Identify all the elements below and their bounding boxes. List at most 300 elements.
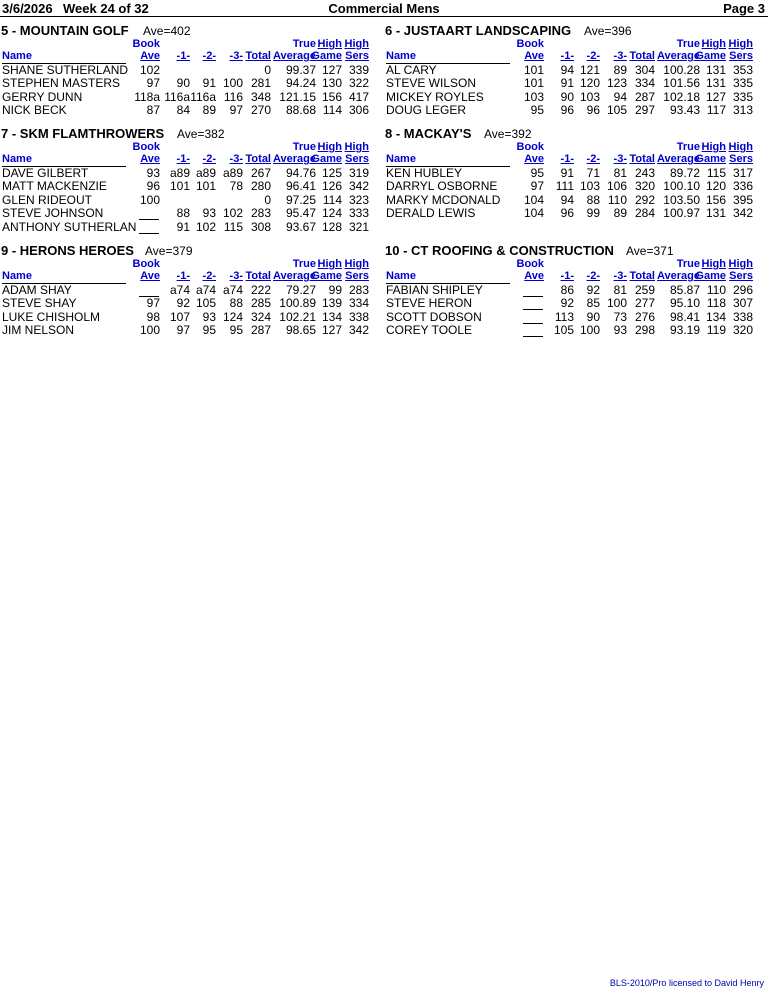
bowler-g3: 106 (606, 179, 627, 194)
bowler-total: 334 (634, 76, 655, 91)
bowler-g3: 88 (229, 296, 243, 311)
book-average-blank (139, 233, 159, 234)
bowler-g1: a74 (169, 283, 190, 297)
bowler-hg: 114 (322, 103, 342, 118)
col-true-label: True (292, 258, 316, 270)
bowler-hs: 353 (732, 63, 753, 77)
bowler-hs: 395 (732, 192, 753, 207)
bowler-total: 259 (634, 283, 655, 297)
col-total-label: Total (629, 50, 655, 62)
col-game-label: Game (311, 50, 342, 62)
bowler-avg: 94.24 (285, 76, 316, 91)
bowler-g3: 115 (223, 219, 243, 234)
bowler-total: 0 (264, 63, 271, 77)
bowler-book: 95 (530, 166, 544, 180)
bowler-hg: 139 (321, 296, 342, 311)
col-true-label: True (292, 38, 316, 50)
col-average-label: Average (272, 270, 316, 282)
bowler-g2: 90 (586, 309, 600, 324)
team-block (384, 243, 758, 353)
bowler-g1: a89 (169, 166, 190, 180)
league-name: Commercial Mens (328, 1, 440, 16)
col-name-label: Name (2, 50, 32, 62)
col-book-label: Book (132, 38, 160, 50)
bowler-g1: 96 (560, 206, 574, 221)
bowler-total: 285 (250, 296, 271, 311)
bowler-name: STEVE JOHNSON (2, 206, 104, 221)
bowler-hg: 134 (705, 309, 726, 324)
bowler-hg: 127 (321, 323, 342, 338)
bowler-total: 287 (250, 323, 271, 338)
bowler-g3: 97 (229, 103, 243, 118)
col-game3-label: -3- (229, 153, 243, 165)
report-week: Week 24 of 32 (63, 1, 149, 16)
col-series-label: Sers (729, 270, 753, 282)
col-series-label: Sers (729, 50, 753, 62)
bowler-g3: 81 (613, 166, 627, 180)
bowler-book: 93 (146, 166, 160, 180)
bowler-hs: 333 (348, 206, 369, 221)
book-average-blank (139, 219, 159, 220)
col-ave-label: Ave (524, 153, 544, 165)
bowler-name: GERRY DUNN (2, 89, 83, 104)
book-average-blank (523, 296, 543, 297)
bowler-g3: 105 (606, 103, 627, 118)
bowler-total: 297 (634, 103, 655, 118)
bowler-name: STEPHEN MASTERS (2, 76, 121, 91)
bowler-g2: 96 (586, 103, 600, 118)
col-game3-label: -3- (229, 270, 243, 282)
bowler-hs: 317 (732, 166, 753, 180)
bowler-total: 284 (634, 206, 655, 221)
col-total-label: Total (245, 270, 271, 282)
team-block (0, 23, 374, 133)
bowler-book: 87 (146, 103, 160, 118)
bowler-g2: 120 (579, 76, 600, 91)
bowler-g1: 90 (176, 76, 190, 91)
bowler-hg: 110 (706, 283, 726, 297)
bowler-avg: 88.68 (285, 103, 316, 118)
bowler-g2: a74 (195, 283, 216, 297)
bowler-name: GLEN RIDEOUT (2, 192, 93, 207)
bowler-hs: 335 (732, 89, 753, 104)
col-game3-label: -3- (613, 50, 627, 62)
bowler-hs: 313 (732, 103, 753, 118)
col-average-label: Average (656, 270, 700, 282)
book-average-blank (523, 323, 543, 324)
col-total-label: Total (245, 50, 271, 62)
bowler-hs: 321 (348, 219, 369, 234)
bowler-g2: 100 (579, 323, 600, 338)
bowler-name: MARKY MCDONALD (386, 192, 501, 207)
col-high-series-label: High (344, 38, 369, 50)
col-ave-label: Ave (140, 270, 160, 282)
bowler-hs: 334 (348, 296, 369, 311)
bowler-name: COREY TOOLE (386, 323, 473, 338)
bowler-hs: 336 (732, 179, 753, 194)
bowler-g2: 71 (586, 166, 600, 180)
team-average: Ave=396 (584, 24, 632, 38)
col-game-label: Game (695, 50, 726, 62)
bowler-name: KEN HUBLEY (386, 166, 463, 180)
team-title: 10 - CT ROOFING & CONSTRUCTION (385, 243, 614, 258)
bowler-hg: 130 (321, 76, 342, 91)
bowler-total: 304 (634, 63, 655, 77)
page-number: Page 3 (723, 1, 765, 16)
bowler-g1: 88 (176, 206, 190, 221)
bowler-total: 267 (250, 166, 271, 180)
bowler-hs: 322 (348, 76, 369, 91)
bowler-g3: a74 (222, 283, 243, 297)
bowler-total: 283 (250, 206, 271, 221)
bowler-g3: 95 (229, 323, 243, 338)
bowler-avg: 95.10 (669, 296, 700, 311)
bowler-hs: 306 (348, 103, 369, 118)
bowler-total: 277 (634, 296, 655, 311)
bowler-g1: 94 (560, 63, 574, 77)
bowler-hs: 417 (348, 89, 369, 104)
col-true-label: True (676, 38, 700, 50)
bowler-total: 281 (250, 76, 271, 91)
col-series-label: Sers (729, 153, 753, 165)
bowler-g1: 116a (164, 89, 190, 104)
bowler-book: 100 (139, 192, 160, 207)
col-ave-label: Ave (140, 50, 160, 62)
bowler-book: 101 (523, 63, 544, 77)
col-high-game-label: High (701, 258, 726, 270)
col-game1-label: -1- (560, 153, 574, 165)
bowler-total: 320 (634, 179, 655, 194)
bowler-hs: 342 (732, 206, 753, 221)
bowler-g2: 116a (190, 89, 216, 104)
bowler-hg: 99 (328, 283, 342, 297)
bowler-book: 96 (146, 179, 160, 194)
bowler-g1: 105 (553, 323, 574, 338)
col-game2-label: -2- (586, 50, 600, 62)
bowler-avg: 93.43 (669, 103, 700, 118)
col-game3-label: -3- (613, 270, 627, 282)
bowler-hs: 342 (348, 179, 369, 194)
bowler-hg: 131 (705, 76, 726, 91)
bowler-avg: 79.27 (285, 283, 316, 297)
bowler-g1: 96 (560, 103, 574, 118)
bowler-hg: 125 (321, 166, 342, 180)
bowler-name: MATT MACKENZIE (2, 179, 107, 194)
col-name-label: Name (2, 270, 32, 282)
bowler-g1: 92 (176, 296, 190, 311)
col-total-label: Total (629, 153, 655, 165)
bowler-name: DAVE GILBERT (2, 166, 89, 180)
bowler-hg: 124 (321, 206, 342, 221)
bowler-g3: 124 (222, 309, 243, 324)
bowler-g3: 94 (613, 89, 627, 104)
team-title: 9 - HERONS HEROES (1, 243, 134, 258)
page-header (0, 0, 768, 17)
col-book-label: Book (132, 258, 160, 270)
bowler-name: DARRYL OSBORNE (386, 179, 498, 194)
license-footer: BLS-2010/Pro licensed to David Henry (609, 978, 764, 988)
bowler-g2: 92 (586, 283, 600, 297)
bowler-g1: 91 (560, 166, 574, 180)
team-average: Ave=379 (145, 244, 193, 258)
team-block (0, 243, 374, 353)
team-title: 7 - SKM FLAMTHROWERS (1, 126, 165, 141)
bowler-g3: 110 (607, 192, 627, 207)
bowler-g1: 91 (560, 76, 574, 91)
bowler-avg: 95.47 (285, 206, 316, 221)
col-game1-label: -1- (176, 270, 190, 282)
col-game1-label: -1- (560, 50, 574, 62)
col-game-label: Game (695, 153, 726, 165)
bowler-hg: 127 (321, 63, 342, 77)
bowler-avg: 121.15 (279, 89, 316, 104)
col-true-label: True (676, 258, 700, 270)
bowler-book: 101 (523, 76, 544, 91)
bowler-book: 104 (523, 206, 544, 221)
col-name-label: Name (386, 50, 416, 62)
bowler-g2: 105 (195, 296, 216, 311)
col-high-series-label: High (728, 258, 753, 270)
bowler-name: STEVE HERON (386, 296, 473, 311)
bowler-total: 270 (250, 103, 271, 118)
bowler-book: 103 (523, 89, 544, 104)
bowler-g1: 111 (555, 179, 574, 194)
bowler-g1: 84 (176, 103, 190, 118)
bowler-avg: 99.37 (285, 63, 316, 77)
bowler-g2: 89 (202, 103, 216, 118)
bowler-g1: 92 (560, 296, 574, 311)
book-average-blank (523, 309, 543, 310)
col-name-label: Name (386, 153, 416, 165)
bowler-hs: 338 (348, 309, 369, 324)
bowler-name: DERALD LEWIS (386, 206, 476, 221)
col-game3-label: -3- (613, 153, 627, 165)
bowler-total: 222 (250, 283, 271, 297)
team-average: Ave=402 (143, 24, 191, 38)
col-average-label: Average (656, 50, 700, 62)
bowler-name: LUKE CHISHOLM (2, 309, 101, 324)
bowler-hg: 127 (705, 89, 726, 104)
bowler-avg: 94.76 (285, 166, 316, 180)
bowler-hs: 320 (732, 323, 753, 338)
team-block (0, 126, 374, 236)
col-ave-label: Ave (140, 153, 160, 165)
bowler-hg: 120 (705, 179, 726, 194)
bowler-name: STEVE WILSON (386, 76, 477, 91)
bowler-hg: 119 (706, 323, 726, 338)
bowler-g2: 95 (202, 323, 216, 338)
team-average: Ave=371 (626, 244, 674, 258)
bowler-book: 118a (134, 89, 160, 104)
team-title: 5 - MOUNTAIN GOLF (1, 23, 129, 38)
bowler-hs: 335 (732, 76, 753, 91)
bowler-g3: 93 (613, 323, 627, 338)
col-game-label: Game (311, 153, 342, 165)
bowler-book: 100 (139, 323, 160, 338)
bowler-g3: 89 (613, 63, 627, 77)
bowler-g2: 101 (195, 179, 216, 194)
bowler-g2: 93 (202, 309, 216, 324)
bowler-g1: 97 (176, 323, 190, 338)
bowler-total: 287 (634, 89, 655, 104)
col-high-game-label: High (317, 141, 342, 153)
bowler-name: SHANE SUTHERLAND (2, 63, 129, 77)
bowler-hg: 156 (321, 89, 342, 104)
bowler-g3: 100 (222, 76, 243, 91)
col-book-label: Book (516, 258, 544, 270)
bowler-book: 97 (146, 296, 160, 311)
bowler-avg: 102.18 (663, 89, 700, 104)
bowler-g1: 101 (169, 179, 190, 194)
bowler-book: 95 (530, 103, 544, 118)
bowler-book: 104 (523, 192, 544, 207)
col-game-label: Game (695, 270, 726, 282)
bowler-hg: 134 (321, 309, 342, 324)
col-high-series-label: High (728, 141, 753, 153)
bowler-avg: 85.87 (669, 283, 700, 297)
bowler-g2: 93 (202, 206, 216, 221)
col-series-label: Sers (345, 153, 369, 165)
bowler-avg: 89.72 (669, 166, 700, 180)
bowler-hg: 114 (322, 192, 342, 207)
col-game1-label: -1- (176, 50, 190, 62)
bowler-name: FABIAN SHIPLEY (386, 283, 483, 297)
bowler-avg: 103.50 (663, 192, 700, 207)
bowler-name: DOUG LEGER (386, 103, 467, 118)
bowler-hs: 296 (732, 283, 753, 297)
bowler-g3: 123 (606, 76, 627, 91)
bowler-g1: 94 (560, 192, 574, 207)
bowler-g3: a89 (222, 166, 243, 180)
bowler-avg: 98.65 (285, 323, 316, 338)
bowler-hg: 131 (705, 63, 726, 77)
col-book-label: Book (516, 38, 544, 50)
col-high-game-label: High (701, 141, 726, 153)
bowler-total: 276 (634, 309, 655, 324)
col-high-game-label: High (317, 258, 342, 270)
bowler-avg: 93.67 (285, 219, 316, 234)
bowler-hg: 117 (706, 103, 726, 118)
bowler-g1: 91 (176, 219, 190, 234)
bowler-g1: 90 (560, 89, 574, 104)
bowler-avg: 101.56 (663, 76, 700, 91)
bowler-name: ADAM SHAY (2, 283, 72, 297)
bowler-g2: 91 (202, 76, 216, 91)
col-ave-label: Ave (524, 270, 544, 282)
col-high-game-label: High (701, 38, 726, 50)
bowler-hs: 339 (348, 63, 369, 77)
bowler-hs: 283 (348, 283, 369, 297)
bowler-hs: 323 (348, 192, 369, 207)
team-block (384, 23, 758, 133)
bowler-total: 0 (264, 192, 271, 207)
col-book-label: Book (516, 141, 544, 153)
bowler-name: SCOTT DOBSON (386, 309, 482, 324)
bowler-avg: 102.21 (279, 309, 316, 324)
bowler-g1: 113 (554, 309, 574, 324)
team-title: 6 - JUSTAART LANDSCAPING (385, 23, 572, 38)
col-high-series-label: High (344, 141, 369, 153)
bowler-g2: a89 (195, 166, 216, 180)
col-ave-label: Ave (524, 50, 544, 62)
bowler-name: JIM NELSON (2, 323, 75, 338)
bowler-g2: 121 (579, 63, 600, 77)
report-date: 3/6/2026 (2, 1, 53, 16)
bowler-hs: 307 (732, 296, 753, 311)
bowler-hg: 128 (321, 219, 342, 234)
bowler-g3: 100 (606, 296, 627, 311)
col-true-label: True (292, 141, 316, 153)
bowler-name: AL CARY (386, 63, 437, 77)
team-title: 8 - MACKAY'S (385, 126, 472, 141)
bowler-avg: 96.41 (285, 179, 316, 194)
bowler-total: 348 (250, 89, 271, 104)
bowler-name: ANTHONY SUTHERLAN (2, 219, 137, 234)
team-average: Ave=382 (177, 127, 225, 141)
bowler-total: 280 (250, 179, 271, 194)
bowler-book: 102 (139, 63, 160, 77)
col-game2-label: -2- (202, 50, 216, 62)
col-high-series-label: High (728, 38, 753, 50)
col-high-series-label: High (344, 258, 369, 270)
bowler-g3: 81 (613, 283, 627, 297)
bowler-book: 97 (530, 179, 544, 194)
col-series-label: Sers (345, 50, 369, 62)
col-game2-label: -2- (202, 270, 216, 282)
bowler-hg: 115 (706, 166, 726, 180)
col-true-label: True (676, 141, 700, 153)
bowler-g2: 99 (586, 206, 600, 221)
col-high-game-label: High (317, 38, 342, 50)
team-average: Ave=392 (484, 127, 532, 141)
col-game1-label: -1- (560, 270, 574, 282)
bowler-hs: 342 (348, 323, 369, 338)
bowler-name: STEVE SHAY (2, 296, 77, 311)
bowler-hs: 338 (732, 309, 753, 324)
col-name-label: Name (386, 270, 416, 282)
bowler-total: 292 (634, 192, 655, 207)
bowler-g2: 85 (586, 296, 600, 311)
bowler-book: 98 (146, 309, 160, 324)
col-game-label: Game (311, 270, 342, 282)
col-average-label: Average (272, 153, 316, 165)
team-block (384, 126, 758, 236)
bowler-avg: 93.19 (669, 323, 700, 338)
bowler-avg: 100.97 (663, 206, 700, 221)
bowler-avg: 100.10 (663, 179, 700, 194)
bowler-avg: 100.89 (279, 296, 316, 311)
col-average-label: Average (656, 153, 700, 165)
col-total-label: Total (629, 270, 655, 282)
bowler-avg: 97.25 (285, 192, 316, 207)
bowler-g2: 103 (579, 89, 600, 104)
bowler-g2: 103 (579, 179, 600, 194)
bowler-name: NICK BECK (2, 103, 67, 118)
bowler-total: 324 (250, 309, 271, 324)
col-book-label: Book (132, 141, 160, 153)
bowler-total: 308 (250, 219, 271, 234)
bowler-g2: 102 (195, 219, 216, 234)
bowler-avg: 100.28 (663, 63, 700, 77)
bowler-total: 243 (634, 166, 655, 180)
bowler-g2: 88 (586, 192, 600, 207)
bowler-g3: 102 (222, 206, 243, 221)
col-game2-label: -2- (586, 270, 600, 282)
bowler-g3: 116 (223, 89, 243, 104)
bowler-hg: 126 (321, 179, 342, 194)
col-game2-label: -2- (202, 153, 216, 165)
col-name-label: Name (2, 153, 32, 165)
